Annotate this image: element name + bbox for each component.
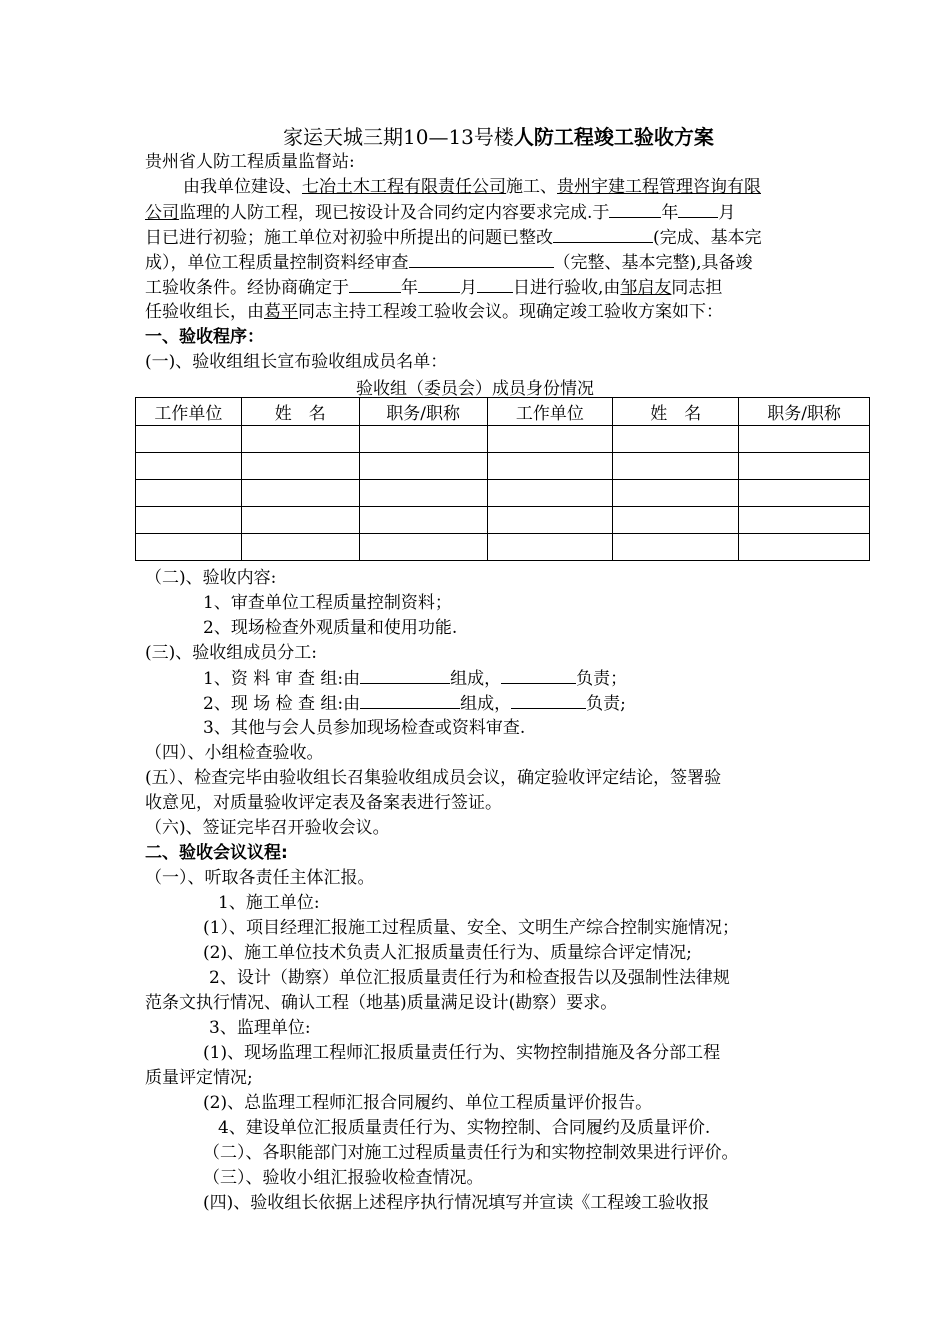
intro-line-2: 公司监理的人防工程，现已按设计及合同约定内容要求完成.于 年 月 <box>145 200 735 225</box>
section-2-a1-1: (1）、项目经理汇报施工过程质量、安全、文明生产综合控制实施情况； <box>203 918 739 938</box>
intro-line-3: 日已进行初验；施工单位对初验中所提出的问题已整改 (完成、基本完 <box>145 225 762 250</box>
table-cell[interactable] <box>136 480 242 507</box>
intro-line-4: 成），单位工程质量控制资料经审查 （完整、基本完整),具备竣 <box>145 250 753 275</box>
table-cell[interactable] <box>487 534 613 561</box>
header-name: 姓 名 <box>241 398 359 426</box>
table-cell[interactable] <box>359 534 487 561</box>
table-cell[interactable] <box>241 480 359 507</box>
section-1-item-5b: 收意见，对质量验收评定表及备案表进行签证。 <box>145 793 502 813</box>
table-row <box>136 507 870 534</box>
host-name: 葛平 <box>264 302 298 322</box>
section-2-a: （一）、听取各责任主体汇报。 <box>145 868 375 888</box>
table-cell[interactable] <box>613 507 739 534</box>
table-cell[interactable] <box>487 480 613 507</box>
table-cell[interactable] <box>487 507 613 534</box>
blank-month-1[interactable] <box>678 200 718 218</box>
section-2-a4: 4、建设单位汇报质量责任行为、实物控制、合同履约及质量评价. <box>218 1118 711 1138</box>
table-row <box>136 534 870 561</box>
blank-site-group[interactable] <box>360 691 460 709</box>
table-cell[interactable] <box>613 453 739 480</box>
blank-site-lead[interactable] <box>511 691 586 709</box>
section-2-a2a: 2、设计（勘察）单位汇报质量责任行为和检查报告以及强制性法律规 <box>209 968 730 988</box>
section-1-item-4: （四）、小组检查验收。 <box>145 743 324 763</box>
section-2-a3-2: (2)、总监理工程师汇报合同履约、单位工程质量评价报告。 <box>203 1093 653 1113</box>
document-title <box>283 124 714 150</box>
section-1-item-2: （二)、验收内容: <box>145 568 277 588</box>
section-1-item-5a: (五）、检查完毕由验收组长召集验收组成员会议，确定验收评定结论，签署验 <box>145 768 722 788</box>
section-2-d: (四)、验收组长依据上述程序执行情况填写并宣读《工程竣工验收报 <box>203 1193 710 1213</box>
table-cell[interactable] <box>739 453 870 480</box>
intro-line-1: 由我单位建设、七冶土木工程有限责任公司施工、贵州宇建工程管理咨询有限 <box>183 177 761 197</box>
blank-year-2[interactable] <box>349 275 401 293</box>
section-2-a2b: 范条文执行情况、确认工程（地基)质量满足设计(勘察）要求。 <box>145 993 618 1013</box>
section-1-item-6: （六)、签证完毕召开验收会议。 <box>145 818 390 838</box>
section-2-a3-1a: (1)、现场监理工程师汇报质量责任行为、实物控制措施及各分部工程 <box>203 1043 721 1063</box>
section-1-item-1: (一)、验收组组长宣布验收组成员名单： <box>145 352 448 372</box>
table-cell[interactable] <box>487 426 613 453</box>
table-cell[interactable] <box>359 480 487 507</box>
header-title: 职务/职称 <box>359 398 487 426</box>
table-cell[interactable] <box>739 507 870 534</box>
table-cell[interactable] <box>241 534 359 561</box>
table-cell[interactable] <box>359 426 487 453</box>
table-cell[interactable] <box>613 426 739 453</box>
table-row <box>136 426 870 453</box>
table-cell[interactable] <box>739 534 870 561</box>
table-cell[interactable] <box>136 534 242 561</box>
contractor-name: 七冶土木工程有限责任公司 <box>302 177 506 197</box>
section-1-item-3-2: 2、现 场 检 查 组:由 组成， 负责; <box>203 691 626 716</box>
intro-line-6: 任验收组长，由葛平同志主持工程竣工验收会议。现确定竣工验收方案如下： <box>145 302 723 322</box>
section-2-heading: 二、验收会议议程: <box>145 843 288 863</box>
intro-line-5: 工验收条件。经协商确定于 年 月 日进行验收,由邹启友同志担 <box>145 275 722 300</box>
table-cell[interactable] <box>241 507 359 534</box>
header-unit: 工作单位 <box>136 398 242 426</box>
blank-docs-lead[interactable] <box>501 666 576 684</box>
table-cell[interactable] <box>241 426 359 453</box>
addressee: 贵州省人防工程质量监督站: <box>145 152 355 172</box>
blank-year-1[interactable] <box>609 200 661 218</box>
table-header-row <box>136 398 870 426</box>
blank-day-2[interactable] <box>477 275 513 293</box>
header-name: 姓 名 <box>613 398 739 426</box>
table-cell[interactable] <box>487 453 613 480</box>
table-cell[interactable] <box>739 426 870 453</box>
header-title: 职务/职称 <box>739 398 870 426</box>
table-cell[interactable] <box>613 480 739 507</box>
table-cell[interactable] <box>359 507 487 534</box>
table-row <box>136 453 870 480</box>
section-1-item-3: (三)、验收组成员分工: <box>145 643 317 663</box>
table-cell[interactable] <box>136 453 242 480</box>
table-cell[interactable] <box>136 426 242 453</box>
section-2-a3-1b: 质量评定情况; <box>145 1068 253 1088</box>
section-2-b: （二）、各职能部门对施工过程质量责任行为和实物控制效果进行评价。 <box>203 1143 739 1163</box>
table-cell[interactable] <box>136 507 242 534</box>
title-project: 家运天城三期10—13号楼 <box>283 125 514 149</box>
blank-month-2[interactable] <box>418 275 460 293</box>
blank-docs-group[interactable] <box>360 666 450 684</box>
table-cell[interactable] <box>613 534 739 561</box>
section-1-heading: 一、验收程序： <box>145 327 264 347</box>
title-main: 人防工程竣工验收方案 <box>513 125 714 149</box>
section-2-a3: 3、监理单位: <box>209 1018 311 1038</box>
leader-name: 邹启友 <box>620 278 672 298</box>
blank-review[interactable] <box>409 250 554 268</box>
section-1-item-3-1: 1、资 料 审 查 组:由 组成， 负责； <box>203 666 627 691</box>
table-cell[interactable] <box>359 453 487 480</box>
header-unit: 工作单位 <box>487 398 613 426</box>
section-1-item-2-2: 2、现场检查外观质量和使用功能. <box>203 618 458 638</box>
table-cell[interactable] <box>739 480 870 507</box>
table-row <box>136 480 870 507</box>
blank-rectify[interactable] <box>553 225 653 243</box>
section-2-c: （三）、验收小组汇报验收检查情况。 <box>203 1168 484 1188</box>
table-cell[interactable] <box>241 453 359 480</box>
section-2-a1: 1、施工单位: <box>218 893 320 913</box>
supervisor-name: 贵州宇建工程管理咨询有限 <box>557 177 761 197</box>
section-1-item-2-1: 1、审查单位工程质量控制资料； <box>203 593 452 613</box>
table-caption: 验收组（委员会）成员身份情况 <box>356 379 594 399</box>
section-2-a1-2: (2)、施工单位技术负责人汇报质量责任行为、质量综合评定情况; <box>203 943 692 963</box>
members-table <box>135 397 870 561</box>
section-1-item-3-3: 3、其他与会人员参加现场检查或资料审查. <box>203 718 526 738</box>
